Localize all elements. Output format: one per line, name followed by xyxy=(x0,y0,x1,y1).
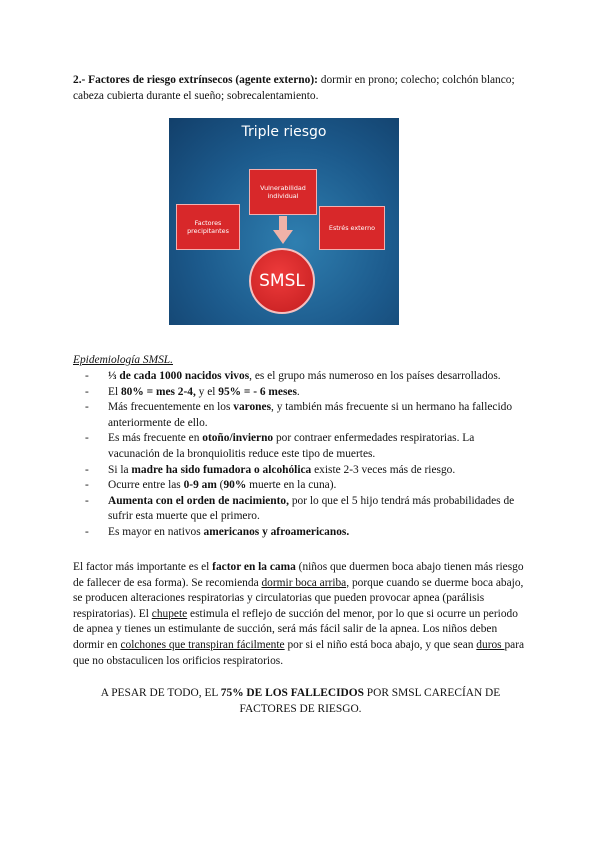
paragraph-text: factor en la cama xyxy=(212,561,296,573)
list-item-text: Si la xyxy=(108,463,132,476)
list-item-text: americanos y afroamericanos. xyxy=(203,525,350,538)
diagram-title: Triple riesgo xyxy=(241,124,327,140)
box-estres xyxy=(319,206,385,250)
list-item-text: 0-9 am xyxy=(183,479,217,492)
list-item-text: ( xyxy=(216,479,224,492)
list-bullet: - xyxy=(85,494,89,507)
list-item xyxy=(85,369,528,385)
paragraph-text: porque cuando se duerme boca abajo, se producen alteraciones respiratorias y circulatorias que pueden provocar apnea (parálisis respiratorias). El xyxy=(73,576,524,620)
list-item-text: . xyxy=(296,385,300,398)
down-arrow-icon xyxy=(273,216,293,244)
box-factores-label: Factores precipitantes xyxy=(187,219,229,235)
list-bullet: - xyxy=(85,479,89,492)
box-vulnerabilidad xyxy=(249,169,317,215)
box-vulnerabilidad-label: Vulnerabilidad individual xyxy=(260,184,306,200)
list-item-text: madre ha sido fumadora o alcohólica xyxy=(131,463,312,476)
list-bullet: - xyxy=(85,401,89,414)
list-item-text: por contraer enfermedades respiratorias. La vacunación de la bronquiolitis reduce este tipo de muertes. xyxy=(108,432,475,460)
list-item-text: , y también más frecuente si un hermano ha fallecido anteriormente de ello. xyxy=(108,401,513,429)
list-item xyxy=(85,400,528,431)
list-item xyxy=(85,478,528,494)
epidemiology-list xyxy=(85,369,528,541)
list-item-text: 90% xyxy=(223,479,247,492)
intro-label: 2.- Factores de riesgo extrínsecos (agente externo): xyxy=(73,74,318,86)
list-item xyxy=(85,525,528,541)
paragraph-text: dormir boca arriba, xyxy=(261,576,350,589)
list-item-text: 95% = - 6 meses xyxy=(218,385,297,398)
triple-riesgo-diagram xyxy=(169,118,399,325)
intro-text: dormir en prono; colecho; colchón blanco; cabeza cubierta durante el sueño; sobrecalentamiento. xyxy=(73,74,515,102)
list-item-text: Aumenta con el orden de nacimiento, xyxy=(108,494,289,507)
smsl-circle xyxy=(249,248,315,314)
list-item-text: Es más frecuente en xyxy=(108,432,203,445)
list-bullet: - xyxy=(85,370,89,382)
list-item-text: Es mayor en nativos xyxy=(108,525,204,538)
list-item-text: y el xyxy=(195,385,219,398)
paragraph-text: estimula el reflejo de succión del menor, por lo que si ocurre un periodo de apnea y tienes un estimulante de succión, será más fácil salir de la apnea. Los niños deben dormir en xyxy=(73,607,518,651)
closing-statement xyxy=(73,686,528,717)
list-item xyxy=(85,385,528,401)
epidemiology-title: Epidemiología SMSL. xyxy=(73,354,173,366)
main-paragraph xyxy=(73,560,528,669)
list-item-text: otoño/invierno xyxy=(202,432,274,445)
list-item xyxy=(85,494,528,525)
list-item-text: El xyxy=(108,385,121,398)
intro-paragraph xyxy=(73,73,528,104)
list-item-text: ⅓ de cada 1000 nacidos vivos xyxy=(108,370,250,382)
list-item-text: varones xyxy=(233,401,272,414)
paragraph-text: (niños que duermen boca abajo tienen más riesgo de fallecer de esa forma). Se recomienda xyxy=(73,561,524,589)
closing-pre: A PESAR DE TODO, EL xyxy=(100,687,221,699)
paragraph-text: para que no obstaculicen los orificios respiratorios. xyxy=(73,638,525,667)
list-item-text: 80% = mes 2-4, xyxy=(120,385,196,398)
smsl-label: SMSL xyxy=(259,271,305,291)
list-bullet: - xyxy=(85,432,89,445)
list-item-text: Más frecuentemente en los xyxy=(108,401,234,414)
list-item xyxy=(85,463,528,479)
list-item-text: Ocurre entre las xyxy=(108,479,184,492)
paragraph-text: por si el niño está boca abajo, y que sean xyxy=(284,638,477,651)
list-item xyxy=(85,431,528,462)
list-item-text: por lo que el 5 hijo tendrá más probabilidades de sufrir esta muerte que el primero. xyxy=(108,494,515,523)
list-bullet: - xyxy=(85,463,89,476)
box-factores xyxy=(176,204,240,250)
list-item-text: muerte en la cuna). xyxy=(246,479,337,492)
closing-bold: 75% DE LOS FALLECIDOS xyxy=(220,687,364,699)
list-item-text: existe 2-3 veces más de riesgo. xyxy=(311,463,456,476)
list-bullet: - xyxy=(85,525,89,538)
closing-post: POR SMSL CARECÍAN DE FACTORES DE RIESGO. xyxy=(239,687,501,715)
list-bullet: - xyxy=(85,385,89,398)
paragraph-text: chupete xyxy=(151,607,188,620)
list-item-text: , es el grupo más numeroso en los países desarrollados. xyxy=(249,370,501,382)
box-estres-label: Estrés externo xyxy=(328,224,376,232)
paragraph-text: colchones que transpiran fácilmente xyxy=(120,638,285,651)
paragraph-text: duros xyxy=(476,638,505,651)
paragraph-text: El factor más importante es el xyxy=(73,561,213,573)
